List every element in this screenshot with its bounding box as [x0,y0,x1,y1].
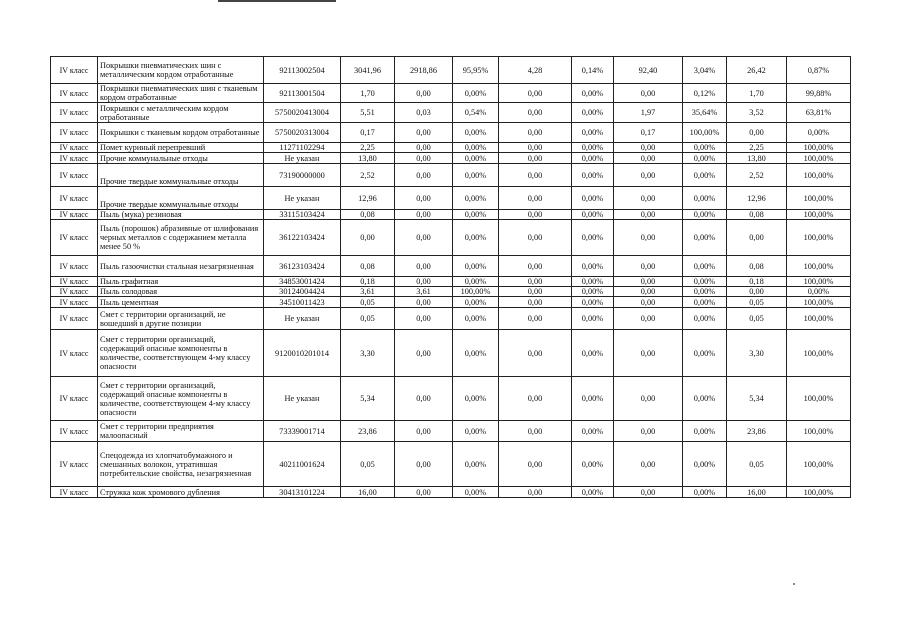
value-cell-2: 0,00 [395,256,453,277]
percent-cell-4: 100,00% [787,164,851,187]
value-cell-1: 0,05 [341,442,395,487]
table-row [51,487,851,498]
class-cell: IV класс [51,187,98,210]
class-cell: IV класс [51,487,98,498]
percent-cell-4: 100,00% [787,421,851,442]
value-cell-3: 0,00 [499,84,572,103]
percent-cell-1: 0,00% [453,187,499,210]
value-cell-2: 0,00 [395,164,453,187]
table-row [51,330,851,377]
value-cell-3: 0,00 [499,287,572,297]
table-body [51,57,851,498]
class-cell: IV класс [51,57,98,84]
value-cell-2: 0,00 [395,84,453,103]
value-cell-1: 0,18 [341,277,395,287]
percent-cell-1: 0,00% [453,308,499,330]
name-cell: Помет куриный перепревший [98,143,264,153]
class-cell: IV класс [51,103,98,123]
value-cell-4: 0,00 [614,297,683,308]
value-cell-3: 0,00 [499,442,572,487]
percent-cell-4: 0,00% [787,287,851,297]
percent-cell-3: 0,00% [683,442,727,487]
percent-cell-2: 0,00% [572,123,614,143]
value-cell-1: 0,08 [341,256,395,277]
value-cell-1: 0,05 [341,308,395,330]
value-cell-2: 0,00 [395,123,453,143]
percent-cell-4: 100,00% [787,220,851,256]
value-cell-1: 3041,96 [341,57,395,84]
table-row [51,421,851,442]
percent-cell-2: 0,00% [572,103,614,123]
value-cell-4: 0,17 [614,123,683,143]
percent-cell-4: 100,00% [787,153,851,164]
value-cell-3: 0,00 [499,308,572,330]
percent-cell-2: 0,14% [572,57,614,84]
code-cell: 33115103424 [264,210,341,220]
percent-cell-3: 0,00% [683,277,727,287]
value-cell-1: 3,61 [341,287,395,297]
percent-cell-1: 95,95% [453,57,499,84]
table-row [51,442,851,487]
table-row [51,210,851,220]
value-cell-1: 1,70 [341,84,395,103]
value-cell-1: 0,00 [341,220,395,256]
value-cell-2: 0,00 [395,487,453,498]
name-cell: Пыль солодовая [98,287,264,297]
value-cell-2: 0,00 [395,297,453,308]
code-cell: 40211001624 [264,442,341,487]
percent-cell-2: 0,00% [572,84,614,103]
value-cell-2: 0,00 [395,187,453,210]
value-cell-3: 4,28 [499,57,572,84]
value-cell-1: 23,86 [341,421,395,442]
percent-cell-3: 0,00% [683,421,727,442]
percent-cell-4: 100,00% [787,143,851,153]
code-cell: 73339001714 [264,421,341,442]
value-cell-3: 0,00 [499,421,572,442]
table-row [51,123,851,143]
name-cell: Пыль (порошок) абразивные от шлифования черных металлов с содержанием металла менее 50 % [98,220,264,256]
percent-cell-4: 100,00% [787,442,851,487]
percent-cell-3: 0,00% [683,187,727,210]
code-cell: 30413101224 [264,487,341,498]
class-cell: IV класс [51,308,98,330]
value-cell-4: 0,00 [614,187,683,210]
value-cell-2: 0,00 [395,442,453,487]
percent-cell-4: 100,00% [787,330,851,377]
code-cell: 9120010201014 [264,330,341,377]
value-cell-1: 2,25 [341,143,395,153]
value-cell-3: 0,00 [499,297,572,308]
name-cell: Прочие твердые коммунальные отходы [98,187,264,210]
name-cell: Спецодежда из хлопчатобумажного и смешанных волокон, утратившая потребительские свойства, незагрязненная [98,442,264,487]
percent-cell-4: 100,00% [787,256,851,277]
value-cell-4: 0,00 [614,421,683,442]
percent-cell-4: 100,00% [787,277,851,287]
percent-cell-3: 0,00% [683,487,727,498]
value-cell-5: 5,34 [727,377,787,421]
table-row [51,256,851,277]
value-cell-3: 0,00 [499,377,572,421]
percent-cell-1: 0,54% [453,103,499,123]
value-cell-5: 1,70 [727,84,787,103]
value-cell-3: 0,00 [499,123,572,143]
value-cell-4: 0,00 [614,153,683,164]
percent-cell-1: 0,00% [453,164,499,187]
value-cell-3: 0,00 [499,164,572,187]
percent-cell-1: 0,00% [453,256,499,277]
percent-cell-2: 0,00% [572,330,614,377]
code-cell: 11271102294 [264,143,341,153]
class-cell: IV класс [51,220,98,256]
value-cell-3: 0,00 [499,487,572,498]
value-cell-4: 0,00 [614,164,683,187]
percent-cell-3: 3,04% [683,57,727,84]
name-cell: Прочие коммунальные отходы [98,153,264,164]
value-cell-4: 0,00 [614,256,683,277]
table-row [51,277,851,287]
value-cell-4: 0,00 [614,442,683,487]
code-cell: Не указан [264,187,341,210]
code-cell: 5750020413004 [264,103,341,123]
table-row [51,187,851,210]
percent-cell-4: 99,88% [787,84,851,103]
code-cell: 92113001504 [264,84,341,103]
table-row [51,153,851,164]
name-cell: Пыль газоочистки стальная незагрязненная [98,256,264,277]
name-cell: Смет с территории предприятия малоопасный [98,421,264,442]
value-cell-5: 2,25 [727,143,787,153]
percent-cell-2: 0,00% [572,256,614,277]
table-row [51,103,851,123]
value-cell-2: 0,03 [395,103,453,123]
value-cell-5: 13,80 [727,153,787,164]
class-cell: IV класс [51,210,98,220]
value-cell-4: 0,00 [614,287,683,297]
percent-cell-1: 0,00% [453,210,499,220]
code-cell: 73190000000 [264,164,341,187]
percent-cell-3: 0,00% [683,164,727,187]
value-cell-2: 0,00 [395,421,453,442]
table-row [51,220,851,256]
value-cell-2: 0,00 [395,330,453,377]
value-cell-2: 0,00 [395,210,453,220]
value-cell-1: 0,05 [341,297,395,308]
value-cell-5: 26,42 [727,57,787,84]
percent-cell-2: 0,00% [572,377,614,421]
value-cell-3: 0,00 [499,143,572,153]
value-cell-2: 0,00 [395,153,453,164]
name-cell: Смет с территории организаций, содержащий опасные компоненты в количестве, соответствующем 4-му классу опасности [98,377,264,421]
percent-cell-2: 0,00% [572,487,614,498]
value-cell-1: 0,17 [341,123,395,143]
class-cell: IV класс [51,377,98,421]
name-cell: Покрышки пневматических шин с тканевым кордом отработанные [98,84,264,103]
code-cell: 92113002504 [264,57,341,84]
percent-cell-2: 0,00% [572,287,614,297]
value-cell-4: 0,00 [614,210,683,220]
class-cell: IV класс [51,277,98,287]
class-cell: IV класс [51,330,98,377]
percent-cell-2: 0,00% [572,143,614,153]
value-cell-2: 2918,86 [395,57,453,84]
percent-cell-3: 0,00% [683,256,727,277]
name-cell: Пыль (мука) резиновая [98,210,264,220]
percent-cell-2: 0,00% [572,308,614,330]
value-cell-5: 12,96 [727,187,787,210]
table-row [51,377,851,421]
table-row [51,57,851,84]
percent-cell-3: 0,00% [683,377,727,421]
percent-cell-2: 0,00% [572,297,614,308]
percent-cell-3: 0,00% [683,308,727,330]
value-cell-3: 0,00 [499,330,572,377]
percent-cell-3: 35,64% [683,103,727,123]
class-cell: IV класс [51,164,98,187]
value-cell-3: 0,00 [499,187,572,210]
value-cell-1: 12,96 [341,187,395,210]
value-cell-3: 0,00 [499,210,572,220]
percent-cell-4: 100,00% [787,377,851,421]
code-cell: Не указан [264,153,341,164]
class-cell: IV класс [51,297,98,308]
percent-cell-1: 0,00% [453,143,499,153]
code-cell: 34510011423 [264,297,341,308]
name-cell: Покрышки с тканевым кордом отработанные [98,123,264,143]
percent-cell-3: 0,00% [683,143,727,153]
value-cell-2: 0,00 [395,143,453,153]
value-cell-5: 16,00 [727,487,787,498]
percent-cell-3: 0,00% [683,153,727,164]
class-cell: IV класс [51,123,98,143]
value-cell-5: 3,52 [727,103,787,123]
percent-cell-2: 0,00% [572,153,614,164]
percent-cell-1: 0,00% [453,421,499,442]
percent-cell-1: 0,00% [453,377,499,421]
table-row [51,164,851,187]
percent-cell-1: 0,00% [453,330,499,377]
header-rule [218,0,336,2]
value-cell-4: 1,97 [614,103,683,123]
value-cell-2: 0,00 [395,377,453,421]
code-cell: 34853001424 [264,277,341,287]
name-cell: Смет с территории организаций, содержащий опасные компоненты в количестве, соответствующем 4-му классу опасности [98,330,264,377]
percent-cell-1: 0,00% [453,153,499,164]
percent-cell-3: 0,00% [683,297,727,308]
value-cell-5: 0,00 [727,220,787,256]
percent-cell-1: 0,00% [453,297,499,308]
value-cell-4: 0,00 [614,330,683,377]
value-cell-2: 0,00 [395,308,453,330]
percent-cell-3: 0,00% [683,287,727,297]
value-cell-3: 0,00 [499,103,572,123]
value-cell-5: 23,86 [727,421,787,442]
value-cell-1: 16,00 [341,487,395,498]
code-cell: 5750020313004 [264,123,341,143]
class-cell: IV класс [51,442,98,487]
value-cell-3: 0,00 [499,256,572,277]
value-cell-3: 0,00 [499,277,572,287]
table-row [51,308,851,330]
code-cell: 36123103424 [264,256,341,277]
percent-cell-1: 0,00% [453,220,499,256]
percent-cell-1: 100,00% [453,287,499,297]
percent-cell-3: 0,00% [683,330,727,377]
percent-cell-3: 100,00% [683,123,727,143]
percent-cell-1: 0,00% [453,277,499,287]
value-cell-5: 0,18 [727,277,787,287]
class-cell: IV класс [51,84,98,103]
value-cell-1: 5,51 [341,103,395,123]
percent-cell-2: 0,00% [572,277,614,287]
percent-cell-4: 100,00% [787,487,851,498]
code-cell: 36122103424 [264,220,341,256]
value-cell-4: 0,00 [614,84,683,103]
percent-cell-4: 100,00% [787,297,851,308]
code-cell: Не указан [264,377,341,421]
value-cell-4: 0,00 [614,487,683,498]
name-cell: Пыль цементная [98,297,264,308]
value-cell-4: 0,00 [614,277,683,287]
percent-cell-2: 0,00% [572,220,614,256]
percent-cell-3: 0,00% [683,210,727,220]
value-cell-5: 3,30 [727,330,787,377]
percent-cell-4: 0,00% [787,123,851,143]
value-cell-5: 0,05 [727,297,787,308]
value-cell-1: 0,08 [341,210,395,220]
value-cell-1: 5,34 [341,377,395,421]
percent-cell-2: 0,00% [572,421,614,442]
percent-cell-4: 100,00% [787,187,851,210]
value-cell-5: 0,00 [727,123,787,143]
value-cell-4: 0,00 [614,377,683,421]
percent-cell-4: 0,87% [787,57,851,84]
value-cell-1: 2,52 [341,164,395,187]
table-row [51,84,851,103]
value-cell-2: 3,61 [395,287,453,297]
value-cell-4: 0,00 [614,308,683,330]
value-cell-3: 0,00 [499,220,572,256]
waste-table [50,56,851,498]
value-cell-5: 0,08 [727,256,787,277]
percent-cell-2: 0,00% [572,210,614,220]
table-row [51,297,851,308]
code-cell: Не указан [264,308,341,330]
name-cell: Стружка кож хромового дубления [98,487,264,498]
value-cell-1: 3,30 [341,330,395,377]
value-cell-5: 0,08 [727,210,787,220]
percent-cell-1: 0,00% [453,442,499,487]
value-cell-5: 0,05 [727,442,787,487]
name-cell: Пыль графитная [98,277,264,287]
name-cell: Покрышки с металлическим кордом отработанные [98,103,264,123]
value-cell-5: 0,05 [727,308,787,330]
class-cell: IV класс [51,153,98,164]
name-cell: Смет с территории организаций, не вошедший в другие позиции [98,308,264,330]
percent-cell-3: 0,12% [683,84,727,103]
value-cell-4: 0,00 [614,220,683,256]
percent-cell-2: 0,00% [572,442,614,487]
percent-cell-4: 63,81% [787,103,851,123]
percent-cell-1: 0,00% [453,84,499,103]
name-cell: Прочие твердые коммунальные отходы [98,164,264,187]
value-cell-5: 2,52 [727,164,787,187]
value-cell-4: 0,00 [614,143,683,153]
scan-speck [793,583,795,585]
code-cell: 30124004424 [264,287,341,297]
class-cell: IV класс [51,143,98,153]
percent-cell-4: 100,00% [787,210,851,220]
class-cell: IV класс [51,256,98,277]
value-cell-5: 0,00 [727,287,787,297]
value-cell-1: 13,80 [341,153,395,164]
table-row [51,143,851,153]
value-cell-2: 0,00 [395,277,453,287]
percent-cell-4: 100,00% [787,308,851,330]
table-row [51,287,851,297]
percent-cell-2: 0,00% [572,187,614,210]
value-cell-4: 92,40 [614,57,683,84]
percent-cell-2: 0,00% [572,164,614,187]
name-cell: Покрышки пневматических шин с металлическим кордом отработанные [98,57,264,84]
percent-cell-3: 0,00% [683,220,727,256]
value-cell-2: 0,00 [395,220,453,256]
class-cell: IV класс [51,421,98,442]
percent-cell-1: 0,00% [453,123,499,143]
percent-cell-1: 0,00% [453,487,499,498]
class-cell: IV класс [51,287,98,297]
value-cell-3: 0,00 [499,153,572,164]
